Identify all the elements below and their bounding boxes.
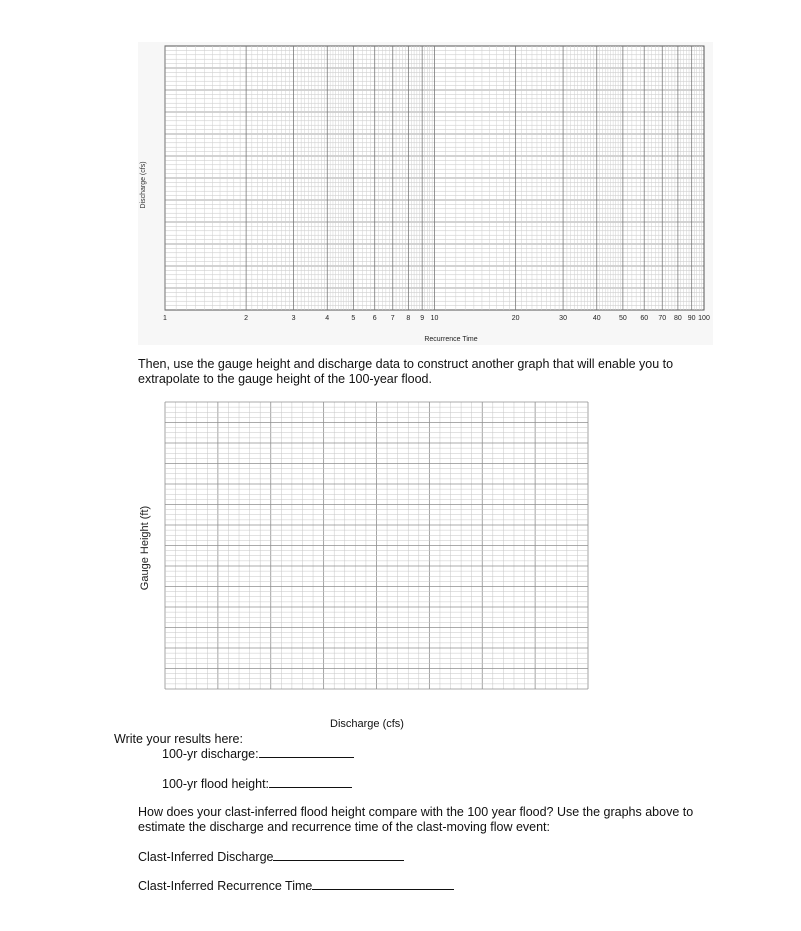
recurrence-tick-label: 50 [618, 315, 627, 322]
recurrence-tick-label: 20 [511, 315, 520, 322]
clast-recurrence-label: Clast-Inferred Recurrence Time [138, 879, 313, 893]
instruction-text: Then, use the gauge height and discharge data to construct another graph that will enable you to extrapolate to the gauge height of the 100-year flood. [138, 357, 674, 386]
recurrence-tick-label: 2 [244, 315, 249, 322]
recurrence-tick-label: 70 [658, 315, 667, 322]
discharge-blank[interactable] [259, 746, 354, 758]
discharge-result-row [162, 746, 354, 762]
clast-discharge-label: Clast-Inferred Discharge [138, 850, 274, 864]
recurrence-tick-label: 100 [698, 315, 710, 322]
height-result-row [162, 776, 352, 792]
recurrence-tick-label: 4 [325, 315, 330, 322]
discharge-axis-label-2: Discharge (cfs) [330, 718, 404, 730]
recurrence-tick-label: 8 [406, 315, 411, 322]
recurrence-tick-label: 3 [291, 315, 296, 322]
recurrence-tick-label: 90 [687, 315, 696, 322]
discharge-axis-label: Discharge (cfs) [140, 161, 147, 209]
recurrence-tick-label: 60 [640, 315, 649, 322]
recurrence-tick-label: 1 [163, 315, 167, 322]
results-heading: Write your results here: [114, 732, 243, 746]
recurrence-tick-label: 10 [430, 315, 439, 322]
clast-discharge-blank[interactable] [273, 849, 404, 861]
recurrence-graph-grid [165, 46, 704, 310]
recurrence-axis-label: Recurrence Time [424, 336, 478, 343]
gauge-height-graph [135, 398, 595, 693]
clast-recurrence-row [138, 878, 454, 894]
clast-discharge-row [138, 849, 404, 865]
clast-recurrence-blank[interactable] [312, 878, 454, 890]
discharge-result-label: 100-yr discharge: [162, 747, 259, 761]
recurrence-tick-label: 30 [559, 315, 567, 322]
recurrence-graph [138, 42, 713, 345]
gauge-height-graph-grid [165, 402, 588, 689]
recurrence-tick-label: 9 [420, 315, 425, 322]
recurrence-tick-label: 7 [390, 315, 395, 322]
height-blank[interactable] [269, 776, 352, 788]
recurrence-tick-label: 6 [372, 315, 377, 322]
recurrence-tick-label: 80 [673, 315, 682, 322]
gauge-height-axis-label: Gauge Height (ft) [139, 505, 151, 591]
recurrence-tick-label: 40 [592, 315, 601, 322]
height-result-label: 100-yr flood height: [162, 777, 270, 791]
question-text: How does your clast-inferred flood height compare with the 100 year flood? Use the graphs above to estimate the discharge and recurrence time of the clast-moving flow event: [138, 805, 694, 834]
recurrence-tick-label: 5 [351, 315, 356, 322]
